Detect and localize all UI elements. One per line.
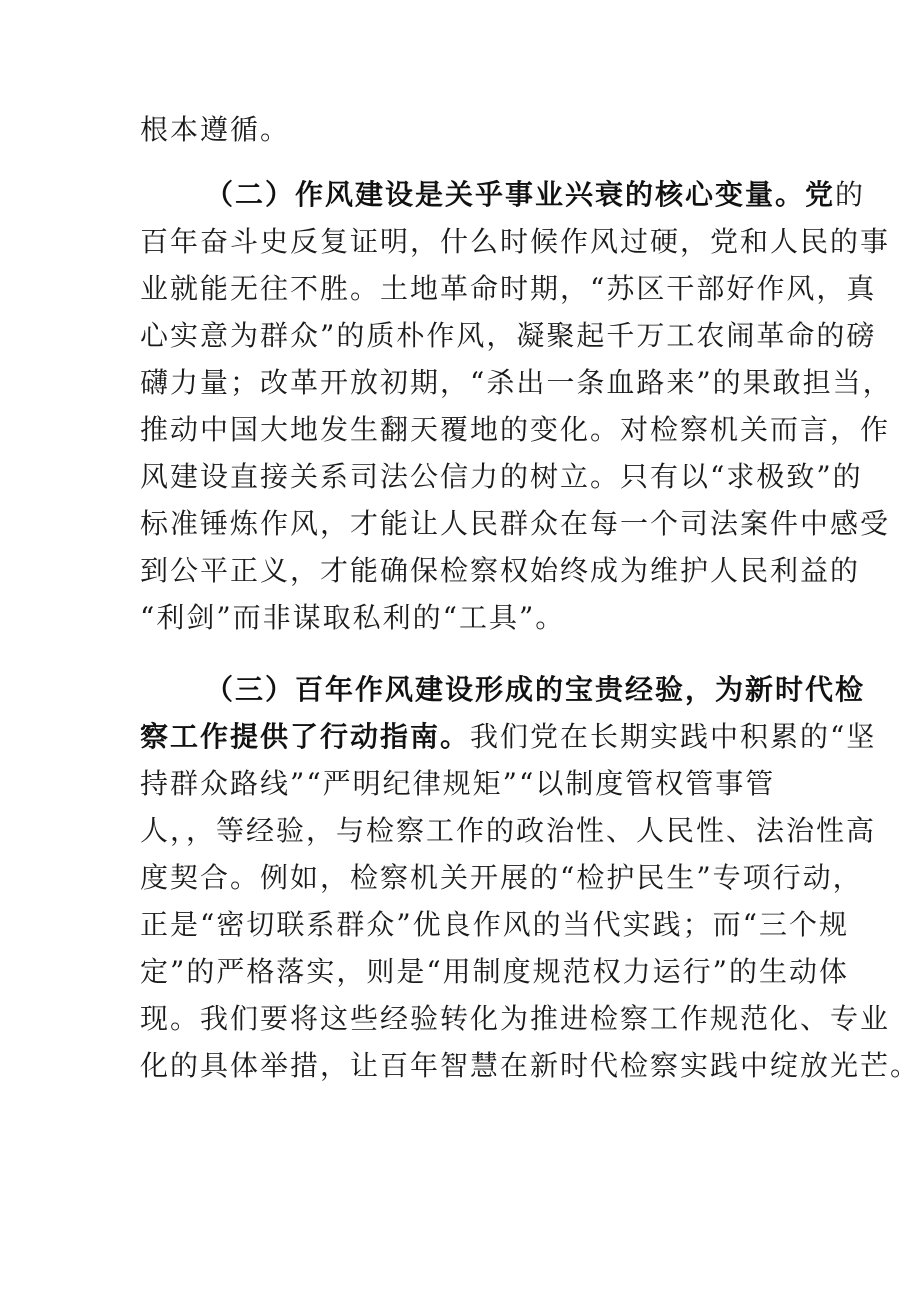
paragraph-2-line-4: 心实意为群众”的质朴作风，凝聚起千万工农闹革命的磅 bbox=[140, 319, 877, 352]
paragraph-3-line-3: 持群众路线”“严明纪律规矩”“以制度管权管事管 bbox=[140, 767, 776, 800]
paragraph-3-line-2-rest: 我们党在长期实践中积累的“坚 bbox=[470, 720, 877, 753]
paragraph-3-line-7: 定”的严格落实，则是“用制度规范权力运行”的生动体 bbox=[140, 955, 849, 988]
paragraph-2-line-3: 业就能无往不胜。土地革命时期，“苏区干部好作风，真 bbox=[140, 272, 877, 305]
paragraph-3-heading-continued: 察工作提供了行动指南。 bbox=[140, 720, 471, 753]
paragraph-3-line-5: 度契合。例如，检察机关开展的“检护民生”专项行动， bbox=[140, 861, 863, 894]
paragraph-3-heading: （三）百年作风建设形成的宝贵经验，为新时代检 bbox=[205, 673, 866, 706]
paragraph-2-heading: （二）作风建设是关乎事业兴衰的核心变量。党 bbox=[205, 178, 836, 211]
paragraph-3-line-1 bbox=[205, 668, 865, 712]
paragraph-2-line-1 bbox=[205, 173, 865, 217]
paragraph-3-line-9: 化的具体举措，让百年智慧在新时代检察实践中绽放光芒。 bbox=[140, 1049, 920, 1082]
paragraph-2-line-6: 推动中国大地发生翻天覆地的变化。对检察机关而言，作 bbox=[140, 413, 891, 446]
paragraph-2-line-8: 标准锤炼作风，才能让人民群众在每一个司法案件中感受 bbox=[140, 507, 891, 540]
paragraph-2-line-1-rest: 的 bbox=[835, 178, 866, 211]
paragraph-2-line-5: 礴力量；改革开放初期，“杀出一条血路来”的果敢担当， bbox=[140, 366, 893, 399]
paragraph-3-line-2 bbox=[140, 715, 876, 759]
paragraph-1-line-1: 根本遵循。 bbox=[140, 113, 291, 146]
paragraph-3-line-4: 人，，等经验，与检察工作的政治性、人民性、法治性高 bbox=[140, 814, 877, 847]
paragraph-2-line-10: “利剑”而非谋取私利的“工具”。 bbox=[140, 601, 566, 634]
paragraph-2-line-2: 百年奋斗史反复证明，什么时候作风过硬，党和人民的事 bbox=[140, 225, 891, 258]
paragraph-2-line-9: 到公平正义，才能确保检察权始终成为维护人民利益的 bbox=[140, 554, 861, 587]
paragraph-3-line-8: 现。我们要将这些经验转化为推进检察工作规范化、专业 bbox=[140, 1002, 891, 1035]
paragraph-2-line-7: 风建设直接关系司法公信力的树立。只有以“求极致”的 bbox=[140, 460, 863, 493]
paragraph-3-line-6: 正是“密切联系群众”优良作风的当代实践；而“三个规 bbox=[140, 908, 849, 941]
